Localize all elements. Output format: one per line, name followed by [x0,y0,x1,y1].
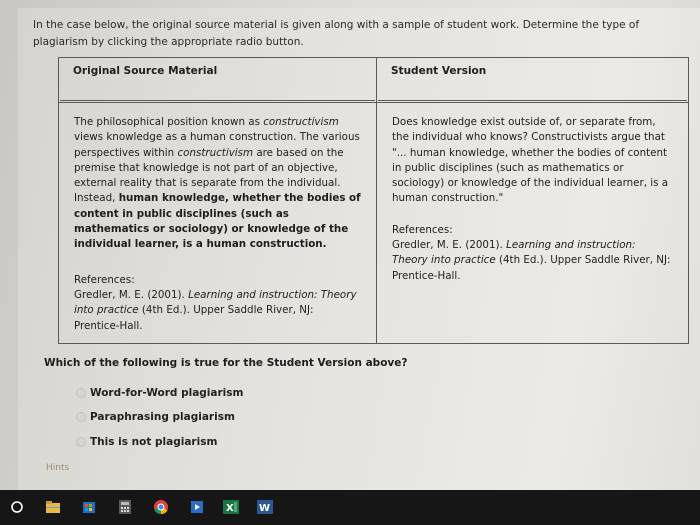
original-source-cell [59,103,377,344]
excel-icon[interactable] [222,498,240,516]
student-version-cell [377,103,689,344]
option-label-not-plagiarism: This is not plagiarism [90,436,218,448]
original-ref-label: References: [74,273,135,286]
source-comparison-table [58,57,689,344]
student-ref-publisher: (4th Ed.). Upper Saddle River, NJ: Prentice-Hall. [392,254,671,282]
radio-not-plagiarism[interactable] [76,437,86,447]
student-ref-author: Gredler, M. E. (2001). [392,239,507,252]
student-references [392,223,673,284]
radio-word-for-word[interactable] [76,388,86,398]
svg-text:W: W [259,503,271,514]
header-student-version: Student Version [377,58,689,103]
student-ref-label: References: [392,223,453,236]
radio-paraphrasing[interactable] [76,412,86,422]
cortana-circle-icon[interactable] [8,498,26,516]
store-icon[interactable] [80,498,98,516]
student-ref-title: Learning and instruction: Theory into practice [392,239,636,267]
original-text-3: are based on the premise that knowledge is not part of an objective, external reality that is separate from the individual. Instead, [74,146,344,205]
option-label-word-for-word: Word-for-Word plagiarism [90,387,244,399]
media-icon[interactable] [188,498,206,516]
instructions-text: In the case below, the original source material is given along with a sample of student work. Determine the type of plagiarism by clicking the appropriate radio button. [33,19,640,48]
student-text: Does knowledge exist outside of, or separate from, the individual who knows? Constructivists argue that "... human knowledge, whether the bodies of content in public disciplines (such as mathematics or sociology) or knowledge of the individual learner, is a human construction." [392,116,669,205]
chrome-icon[interactable] [152,498,170,516]
question-text: Which of the following is true for the Student Version above? [44,357,408,369]
taskbar [0,490,700,525]
original-text-2: views knowledge as a human construction. The various perspectives within [74,131,360,159]
original-italic-1: constructivism [263,116,339,128]
file-explorer-icon[interactable] [44,498,62,516]
option-not-plagiarism[interactable] [76,436,217,448]
option-paraphrasing[interactable] [76,411,235,423]
svg-text:X: X [226,503,234,514]
word-icon[interactable] [256,498,274,516]
original-italic-2: constructivism [177,146,254,159]
option-word-for-word[interactable] [76,387,243,399]
original-ref-title: Learning and instruction: Theory into practice [74,288,357,317]
hints-link[interactable]: Hints [46,463,70,473]
original-ref-author: Gredler, M. E. (2001). [74,288,189,301]
original-text-1: The philosophical position known as [74,116,264,128]
option-label-paraphrasing: Paraphrasing plagiarism [90,411,235,423]
calculator-icon[interactable] [116,498,134,516]
header-original-source: Original Source Material [59,58,377,103]
original-bold-passage: human knowledge, whether the bodies of content in public disciplines (such as mathematics or sociology) or knowledge of the individual learner, is a human construction. [74,192,361,251]
original-references [74,273,361,334]
original-ref-publisher: (4th Ed.). Upper Saddle River, NJ: Prentice-Hall. [74,304,314,332]
